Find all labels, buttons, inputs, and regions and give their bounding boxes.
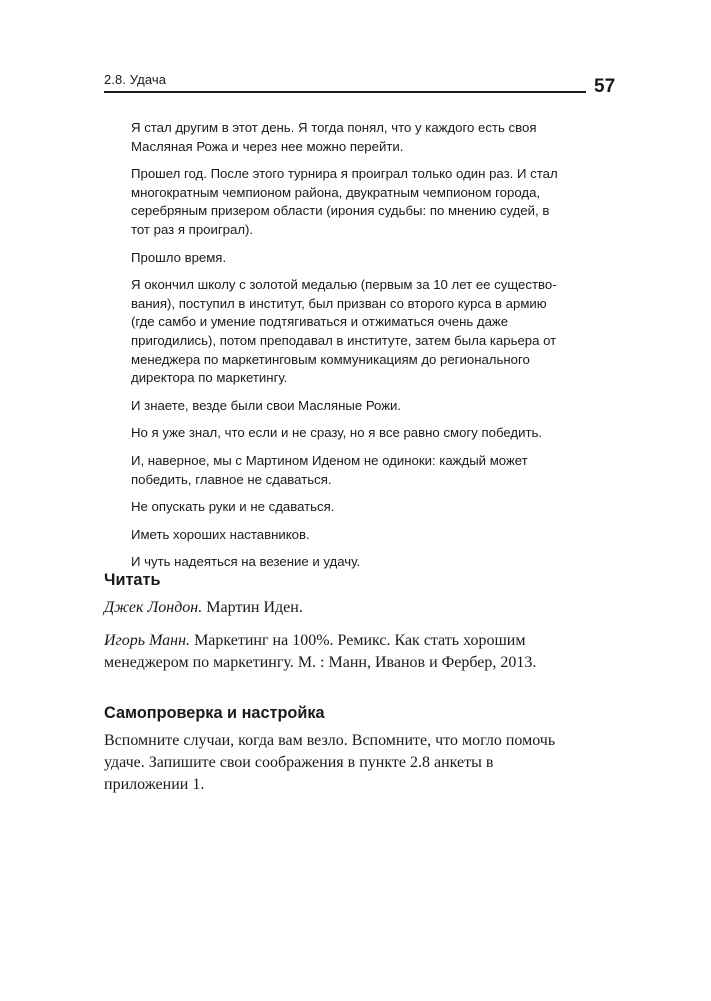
header-rule — [104, 91, 586, 93]
paragraph: Иметь хороших наставников. — [131, 526, 310, 542]
reading-ref — [104, 630, 574, 674]
paragraph: Я окончил школу с золотой медалью (первым за 10 лет ее существования), поступил в институт, был призван со второго курса в армию (где самбо и умение подтягиваться и отжиматься очень даже пригодились), потом преподавал в институте, затем была карьера от менеджера по маркетинговым коммуникациям до регионального директора по маркетингу. — [131, 277, 557, 386]
paragraph: Я стал другим в этот день. Я тогда понял, что у каждого есть своя Масляная Рожа и через нее можно перейти. — [131, 120, 537, 154]
page-number: 57 — [594, 76, 616, 97]
selfcheck-section — [104, 702, 574, 796]
reading-ref — [104, 597, 574, 619]
paragraph: Прошел год. После этого турнира я проиграл только один раз. И стал многократным чемпионом района, двукратным чемпионом города, серебряным призером области (ирония судьбы: по мнению судей, в тот раз я проиграл). — [131, 166, 558, 237]
paragraph: Прошло время. — [131, 249, 227, 265]
paragraph: И чуть надеяться на везение и удачу. — [131, 554, 361, 570]
reading-title: Читать — [104, 571, 161, 589]
reading-section — [104, 569, 574, 685]
ref-author: Игорь Манн. — [104, 632, 191, 649]
paragraph: И, наверное, мы с Мартином Иденом не одиноки: каждый может победить, главное не сдаваться. — [131, 452, 528, 487]
paragraph: Не опускать руки и не сдаваться. — [131, 499, 335, 515]
ref-title: Мартин Иден. — [202, 599, 303, 616]
selfcheck-title: Самопроверка и настройка — [104, 704, 325, 722]
ref-title: Маркетинг на 100%. Ремикс. Как стать хорошим менеджером по маркетингу. М. : Манн, Иванов и Фербер, 2013. — [104, 632, 537, 671]
selfcheck-text: Вспомните случаи, когда вам везло. Вспомните, что могло помочь удаче. Запишите свои соображения в пункте 2.8 анкеты в приложении 1. — [104, 732, 556, 793]
ref-author: Джек Лондон. — [104, 599, 203, 616]
paragraph: Но я уже знал, что если и не сразу, но я все равно смогу победить. — [131, 425, 543, 441]
paragraph: И знаете, везде были свои Масляные Рожи. — [131, 397, 402, 413]
running-head-section: 2.8. Удача — [104, 72, 167, 87]
narrative-text — [131, 119, 561, 581]
